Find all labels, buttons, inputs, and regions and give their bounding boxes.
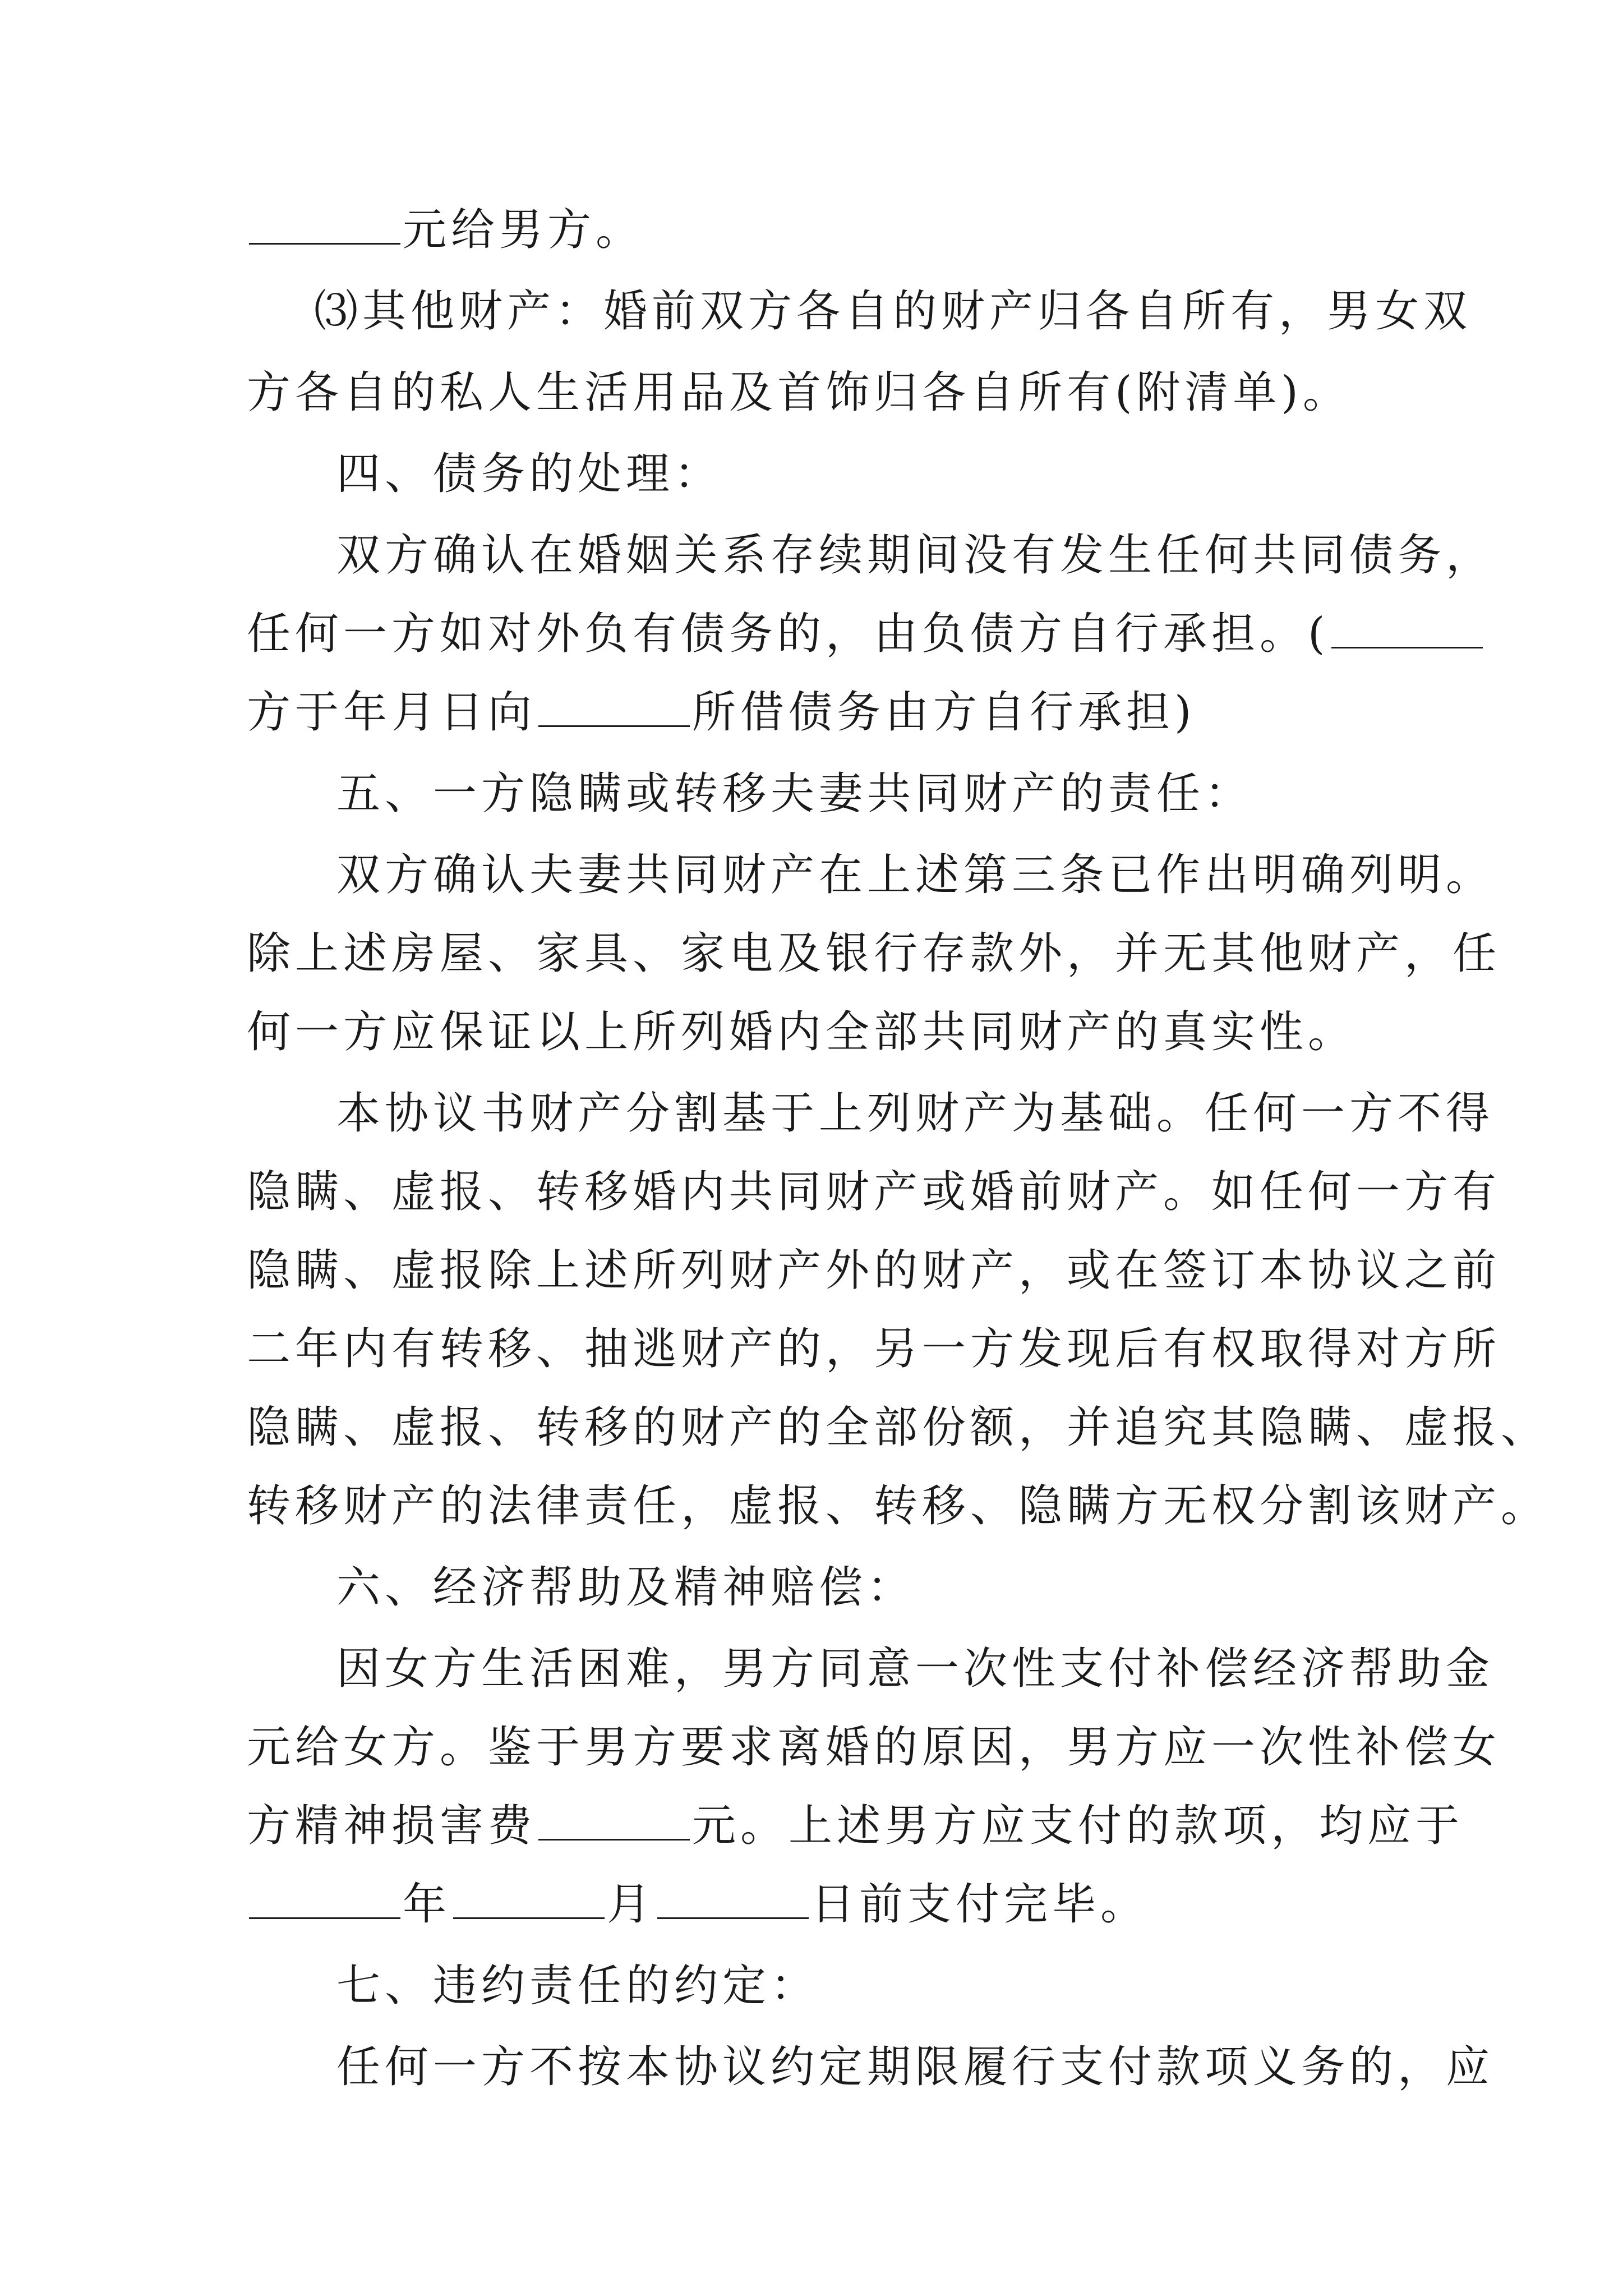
text-line-17 — [247, 1478, 1549, 1534]
section-heading-debts — [336, 446, 722, 502]
line-text: 二年内有转移、抽逃财产的，另一方发现后有权取得对方所 — [247, 1324, 1501, 1374]
text-line-20 — [247, 1719, 1501, 1775]
line-text: 任何一方如对外负有债务的，由负债方自行承担。( — [247, 609, 1330, 659]
line-text: 方于年月日向 — [247, 687, 537, 738]
line-text: ⑶其他财产：婚前双方各自的财产归各自所有，男女双 — [314, 286, 1472, 337]
line-text: 所借债务由方自行承担) — [692, 687, 1196, 738]
line-text: 双方确认在婚姻关系存续期间没有发生任何共同债务， — [336, 530, 1495, 581]
text-line-3 — [247, 365, 1351, 421]
fill-blank — [453, 1878, 605, 1919]
fill-blank — [249, 1878, 400, 1919]
line-text: 方各自的私人生活用品及首饰归各自所有(附清单)。 — [247, 367, 1351, 418]
heading-text: 五、一方隐瞒或转移夫妻共同财产的责任： — [336, 769, 1253, 819]
fill-blank — [538, 686, 690, 727]
text-line-19 — [336, 1641, 1494, 1697]
text-line-7 — [247, 684, 1196, 740]
text-line-13 — [247, 1164, 1501, 1220]
line-text: 因女方生活困难，男方同意一次性支付补偿经济帮助金 — [336, 1644, 1495, 1694]
line-text: 元给女方。鉴于男方要求离婚的原因，男方应一次性补偿女 — [247, 1722, 1501, 1773]
text-line-6 — [247, 606, 1485, 662]
fill-blank — [657, 1878, 809, 1919]
heading-text: 七、违约责任的约定： — [336, 1961, 819, 2011]
text-line-10 — [247, 926, 1501, 982]
line-text: 双方确认夫妻共同财产在上述第三条已作出明确列明。 — [336, 850, 1495, 900]
heading-text: 四、债务的处理： — [336, 449, 723, 499]
line-text: 隐瞒、虚报、转移的财产的全部份额，并追究其隐瞒、虚报、 — [247, 1402, 1550, 1453]
section-heading-breach — [336, 1958, 819, 2014]
text-line-15 — [247, 1321, 1501, 1377]
text-line-16 — [247, 1400, 1549, 1456]
line-text: 除上述房屋、家具、家电及银行存款外，并无其他财产，任 — [247, 928, 1501, 979]
line-text: 隐瞒、虚报除上述所列财产外的财产，或在签订本协议之前 — [247, 1245, 1501, 1296]
text-line-22 — [247, 1876, 1149, 1932]
text-line-24 — [336, 2039, 1494, 2095]
text-line-12 — [336, 1085, 1494, 1142]
section-heading-concealment — [336, 766, 1253, 822]
fill-blank — [1331, 608, 1483, 648]
text-line-1 — [247, 202, 644, 258]
text-line-9 — [336, 847, 1494, 903]
line-text: 元。上述男方应支付的款项，均应于 — [692, 1801, 1464, 1851]
line-text: 方精神损害费 — [247, 1801, 537, 1851]
text-line-21 — [247, 1798, 1464, 1854]
line-text: 何一方应保证以上所列婚内全部共同财产的真实性。 — [247, 1007, 1357, 1057]
line-text: 年 — [403, 1879, 451, 1930]
line-text: 月 — [607, 1879, 656, 1930]
heading-text: 六、经济帮助及精神赔偿： — [336, 1562, 916, 1613]
line-text: 任何一方不按本协议约定期限履行支付款项义务的，应 — [336, 2042, 1495, 2092]
text-line-5 — [336, 527, 1494, 583]
line-text: 转移财产的法律责任，虚报、转移、隐瞒方无权分割该财产。 — [247, 1481, 1550, 1531]
line-text: 隐瞒、虚报、转移婚内共同财产或婚前财产。如任何一方有 — [247, 1167, 1501, 1217]
fill-blank — [538, 1800, 690, 1841]
line-text: 日前支付完毕。 — [811, 1879, 1149, 1930]
text-line-11 — [247, 1004, 1356, 1060]
fill-blank — [249, 204, 400, 245]
section-heading-compensation — [336, 1559, 915, 1616]
text-line-2 — [314, 283, 1472, 339]
line-text: 本协议书财产分割基于上列财产为基础。任何一方不得 — [336, 1088, 1495, 1139]
text-line-14 — [247, 1243, 1501, 1299]
line-text: 元给男方。 — [403, 205, 644, 255]
